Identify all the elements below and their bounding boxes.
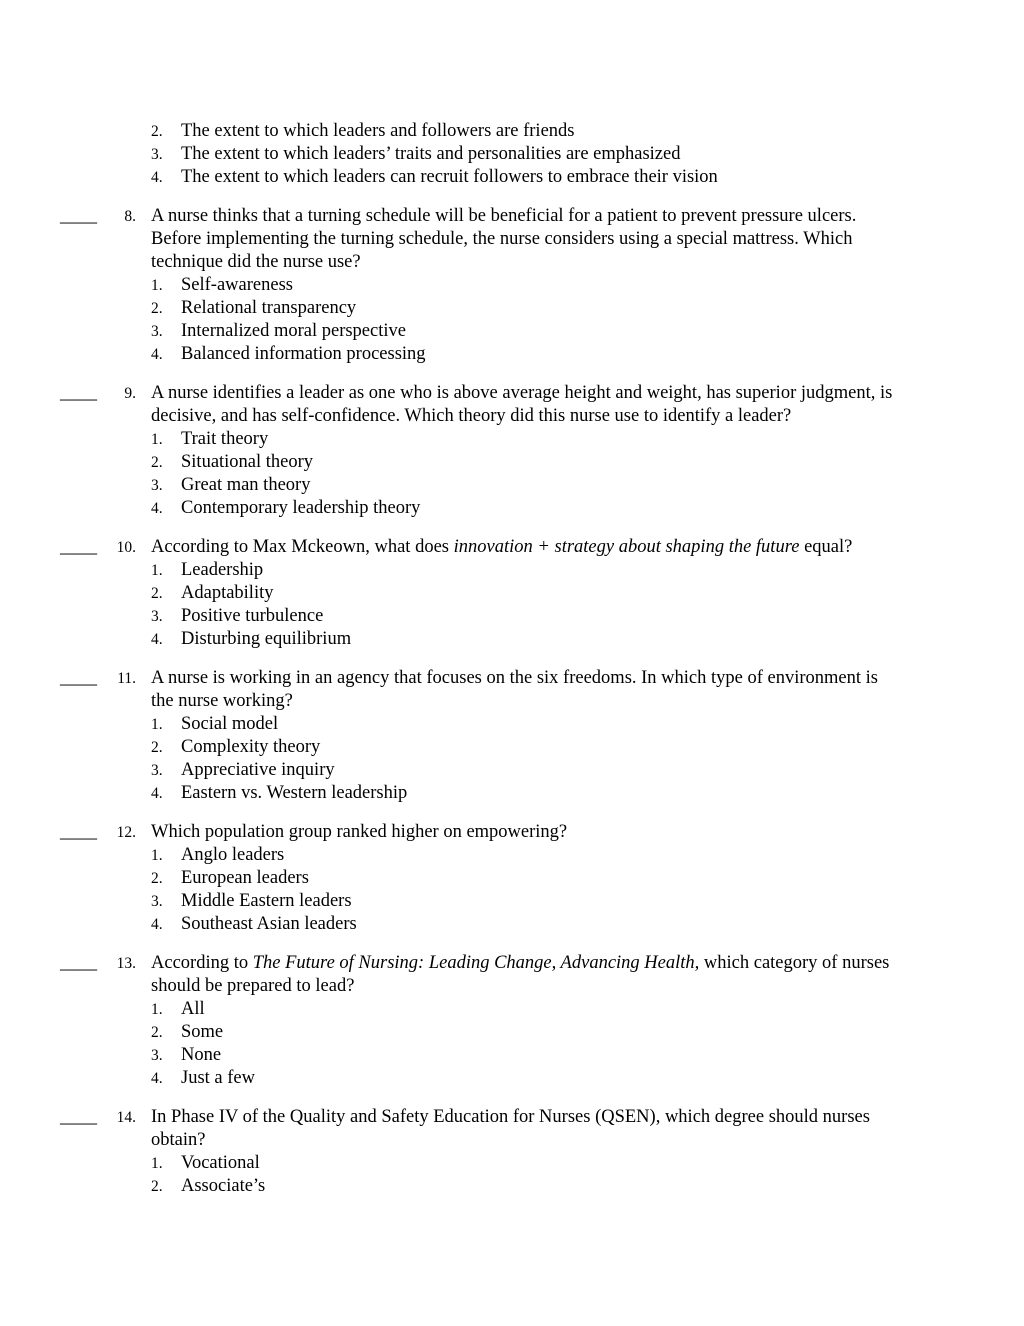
option-number: 1. (151, 847, 163, 864)
option-row (0, 782, 1024, 805)
option-number: 2. (151, 300, 163, 317)
option-text: Vocational (181, 1153, 260, 1173)
option-row (0, 913, 1024, 936)
option-text: Complexity theory (181, 737, 321, 757)
question-line (0, 1129, 1024, 1152)
question-text: In Phase IV of the Quality and Safety Education for Nurses (QSEN), which degree should nurses (151, 1107, 870, 1127)
question-text-italic: The Future of Nursing: Leading Change, Advancing Health, (252, 953, 700, 973)
option-text: Trait theory (181, 429, 269, 449)
question-line (0, 690, 1024, 713)
option-text: Southeast Asian leaders (181, 914, 357, 934)
option-text: None (181, 1045, 222, 1065)
question-text: Which population group ranked higher on empowering? (151, 822, 568, 842)
question-number: 13. (116, 955, 136, 972)
question-text: A nurse thinks that a turning schedule will be beneficial for a patient to prevent pressure ulcers. (151, 206, 857, 226)
option-text: Positive turbulence (181, 606, 324, 626)
option-number: 4. (151, 785, 163, 802)
option-row (0, 582, 1024, 605)
option-text: Disturbing equilibrium (181, 629, 352, 649)
question-text (151, 536, 852, 559)
option-text: Contemporary leadership theory (181, 498, 421, 518)
option-text: Internalized moral perspective (181, 321, 406, 341)
option-row (0, 166, 1024, 189)
question-text (151, 952, 889, 975)
question-number: 11. (117, 670, 136, 687)
option-text: Great man theory (181, 475, 311, 495)
question-line (0, 821, 1024, 844)
option-row (0, 890, 1024, 913)
option-number: 2. (151, 585, 163, 602)
option-text: Relational transparency (181, 298, 357, 318)
question-text-pre: According to Max Mckeown, what does (151, 537, 454, 557)
option-row (0, 1175, 1024, 1198)
option-row (0, 1067, 1024, 1090)
option-number: 4. (151, 916, 163, 933)
option-number: 4. (151, 1070, 163, 1087)
option-text: All (181, 999, 205, 1019)
answer-blank[interactable]: ____ (60, 537, 97, 557)
option-number: 3. (151, 146, 163, 163)
question-text: obtain? (151, 1130, 206, 1150)
option-text: European leaders (181, 868, 309, 888)
question-line (0, 228, 1024, 251)
option-row (0, 713, 1024, 736)
question-line (0, 667, 1024, 690)
continued-options (0, 120, 1024, 189)
option-number: 1. (151, 716, 163, 733)
option-number: 2. (151, 1178, 163, 1195)
question-line (0, 952, 1024, 975)
option-row (0, 998, 1024, 1021)
answer-blank[interactable]: ____ (60, 383, 97, 403)
option-text: Eastern vs. Western leadership (181, 783, 408, 803)
option-row (0, 120, 1024, 143)
option-row (0, 759, 1024, 782)
question-number: 9. (124, 385, 136, 402)
answer-blank[interactable]: ____ (60, 1107, 97, 1127)
option-number: 4. (151, 169, 163, 186)
question-number: 10. (116, 539, 136, 556)
question-9 (0, 382, 1024, 520)
option-text: The extent to which leaders’ traits and personalities are emphasized (181, 144, 681, 164)
option-row (0, 1021, 1024, 1044)
option-text: Just a few (181, 1068, 255, 1088)
question-line (0, 382, 1024, 405)
option-text: Adaptability (181, 583, 274, 603)
option-number: 4. (151, 346, 163, 363)
option-number: 1. (151, 1155, 163, 1172)
option-row (0, 428, 1024, 451)
option-number: 3. (151, 477, 163, 494)
option-row (0, 297, 1024, 320)
question-text: decisive, and has self-confidence. Which theory did this nurse use to identify a leader? (151, 406, 792, 426)
answer-blank[interactable]: ____ (60, 206, 97, 226)
answer-blank[interactable]: ____ (60, 822, 97, 842)
option-text: Middle Eastern leaders (181, 891, 352, 911)
option-number: 1. (151, 1001, 163, 1018)
question-text-italic: innovation + strategy about shaping the future (453, 537, 800, 557)
option-text: Appreciative inquiry (181, 760, 335, 780)
option-text: Social model (181, 714, 279, 734)
option-text: Anglo leaders (181, 845, 285, 865)
option-number: 3. (151, 893, 163, 910)
question-12 (0, 821, 1024, 936)
option-text: Leadership (181, 560, 264, 580)
option-number: 2. (151, 454, 163, 471)
option-row (0, 1152, 1024, 1175)
question-line (0, 975, 1024, 998)
option-number: 3. (151, 1047, 163, 1064)
answer-blank[interactable]: ____ (60, 668, 97, 688)
option-text: Balanced information processing (181, 344, 426, 364)
question-line (0, 536, 1024, 559)
question-text: Before implementing the turning schedule, the nurse considers using a special mattress. Which (151, 229, 853, 249)
question-number: 14. (116, 1109, 136, 1126)
question-line (0, 205, 1024, 228)
question-text: A nurse identifies a leader as one who is above average height and weight, has superior judgment, is (151, 383, 893, 403)
option-text: Associate’s (181, 1176, 266, 1196)
question-text: A nurse is working in an agency that focuses on the six freedoms. In which type of environment is (151, 668, 878, 688)
option-number: 1. (151, 562, 163, 579)
question-11 (0, 667, 1024, 805)
question-text: technique did the nurse use? (151, 252, 361, 272)
option-row (0, 736, 1024, 759)
option-row (0, 867, 1024, 890)
option-number: 1. (151, 277, 163, 294)
option-number: 2. (151, 123, 163, 140)
option-row (0, 844, 1024, 867)
answer-blank[interactable]: ____ (60, 953, 97, 973)
option-number: 1. (151, 431, 163, 448)
option-number: 3. (151, 608, 163, 625)
question-text-post: which category of nurses (699, 953, 890, 973)
option-number: 4. (151, 631, 163, 648)
question-text-pre: According to (151, 953, 253, 973)
question-14 (0, 1106, 1024, 1198)
option-row (0, 343, 1024, 366)
question-line (0, 251, 1024, 274)
option-text: The extent to which leaders can recruit followers to embrace their vision (181, 167, 718, 187)
question-text: the nurse working? (151, 691, 293, 711)
question-line (0, 1106, 1024, 1129)
option-row (0, 1044, 1024, 1067)
option-number: 4. (151, 500, 163, 517)
option-row (0, 559, 1024, 582)
question-text: should be prepared to lead? (151, 976, 355, 996)
option-row (0, 451, 1024, 474)
option-number: 3. (151, 762, 163, 779)
option-number: 2. (151, 739, 163, 756)
option-text: Situational theory (181, 452, 314, 472)
option-row (0, 605, 1024, 628)
option-text: The extent to which leaders and followers are friends (181, 121, 575, 141)
option-row (0, 320, 1024, 343)
option-text: Self-awareness (181, 275, 293, 295)
option-row (0, 274, 1024, 297)
question-number: 8. (124, 208, 136, 225)
option-number: 3. (151, 323, 163, 340)
question-text-post: equal? (799, 537, 853, 557)
question-line (0, 405, 1024, 428)
option-number: 2. (151, 1024, 163, 1041)
option-row (0, 143, 1024, 166)
question-number: 12. (116, 824, 136, 841)
question-8 (0, 205, 1024, 366)
option-text: Some (181, 1022, 224, 1042)
option-row (0, 497, 1024, 520)
question-10 (0, 536, 1024, 651)
option-row (0, 474, 1024, 497)
option-row (0, 628, 1024, 651)
option-number: 2. (151, 870, 163, 887)
question-13 (0, 952, 1024, 1090)
